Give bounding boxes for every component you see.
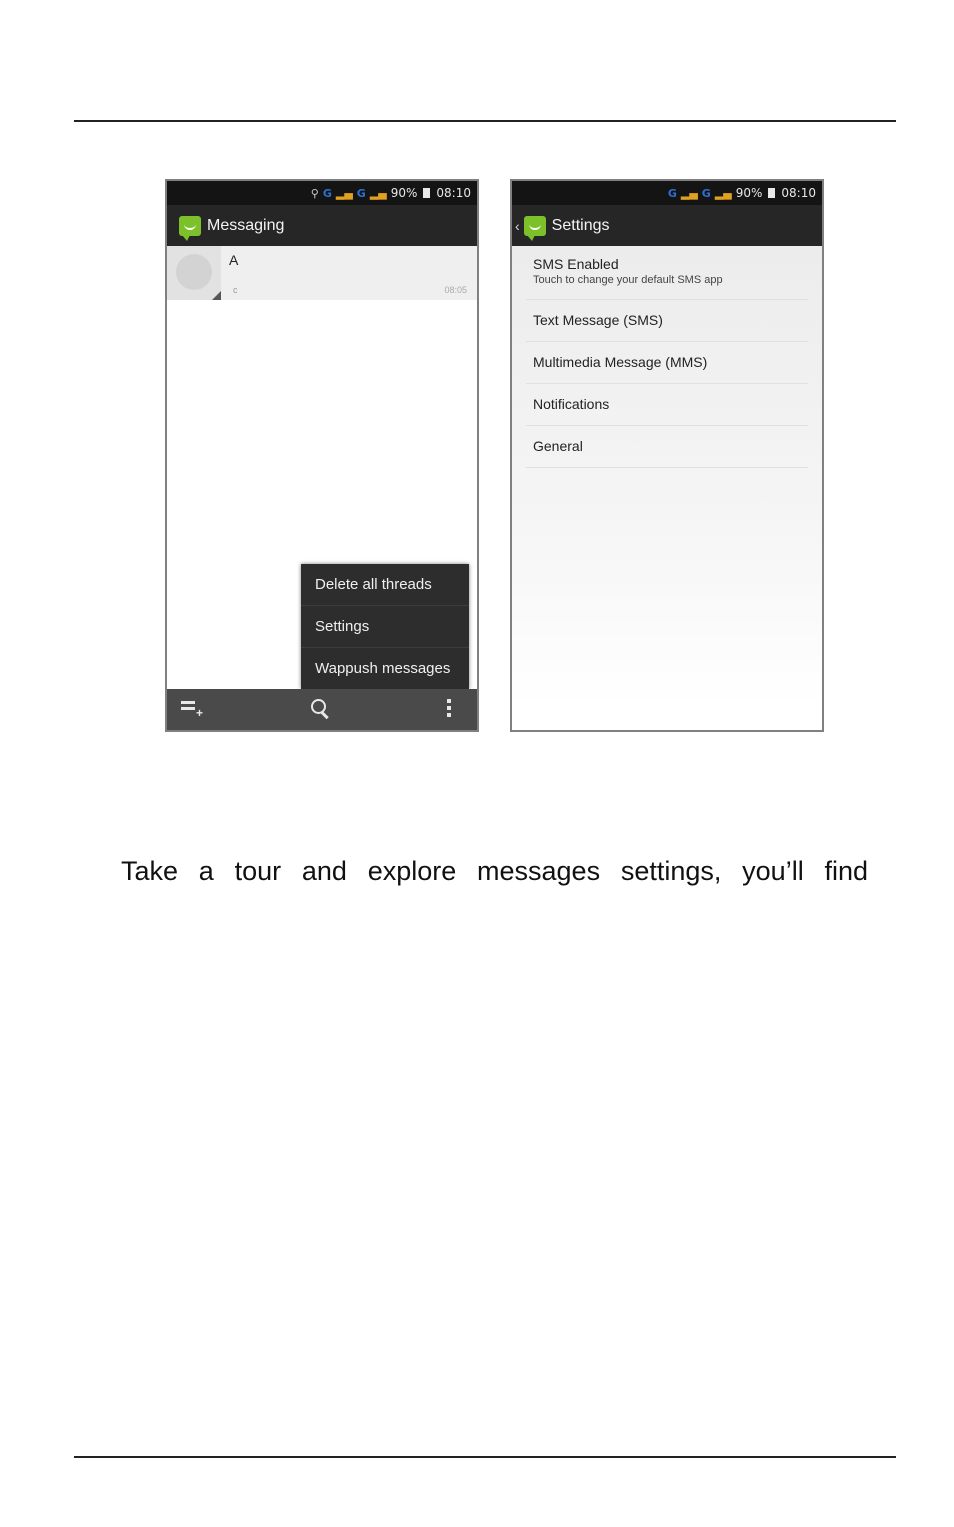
settings-item-sms-enabled[interactable]	[526, 246, 808, 300]
signal-1-label: G	[322, 186, 332, 200]
status-bar	[512, 181, 822, 205]
action-bar[interactable]	[512, 205, 822, 246]
settings-item-subtitle: Touch to change your default SMS app	[533, 274, 723, 286]
messaging-screenshot	[165, 179, 479, 732]
settings-item-multimedia-message[interactable]	[526, 342, 808, 384]
body-paragraph: Take a tour and explore messages settings, you’ll find	[121, 856, 868, 886]
settings-item-general[interactable]	[526, 426, 808, 468]
battery-icon	[423, 188, 430, 198]
signal-2-label: G	[701, 186, 711, 200]
battery-percent: 90%	[735, 186, 763, 200]
menu-item-delete-all-threads[interactable]: Delete all threads	[301, 564, 469, 606]
settings-item-title: Text Message (SMS)	[533, 312, 663, 328]
menu-item-settings[interactable]: Settings	[301, 606, 469, 648]
signal-bars-icon: ▂▄	[369, 186, 387, 200]
signal-bars-icon: ▂▄	[714, 186, 732, 200]
back-chevron-icon[interactable]: ‹	[515, 217, 520, 234]
conversation-thread[interactable]	[167, 246, 477, 300]
overflow-menu-icon[interactable]	[447, 699, 451, 719]
menu-item-wappush-messages[interactable]: Wappush messages	[315, 660, 451, 677]
settings-item-title: SMS Enabled	[533, 256, 619, 272]
settings-item-text-message[interactable]	[526, 300, 808, 342]
messaging-app-icon[interactable]	[179, 216, 201, 236]
usb-icon: ⚲	[310, 186, 319, 200]
thread-time: 08:05	[444, 285, 467, 295]
status-bar	[167, 181, 477, 205]
overflow-menu	[301, 564, 469, 689]
thread-snippet: c	[233, 285, 238, 295]
settings-item-title: Notifications	[533, 396, 610, 412]
status-time: 08:10	[781, 186, 816, 200]
search-icon[interactable]	[311, 699, 331, 719]
screen-title: Settings	[551, 216, 610, 234]
signal-bars-icon: ▂▄	[335, 186, 353, 200]
status-time: 08:10	[436, 186, 471, 200]
footer-rule	[74, 1456, 896, 1458]
signal-bars-icon: ▂▄	[680, 186, 698, 200]
app-title: Messaging	[207, 216, 285, 234]
signal-1-label: G	[667, 186, 677, 200]
settings-list	[512, 246, 822, 730]
action-bar	[167, 205, 477, 246]
signal-2-label: G	[356, 186, 366, 200]
settings-screenshot	[510, 179, 824, 732]
header-rule	[74, 120, 896, 122]
battery-icon	[768, 188, 775, 198]
messaging-app-icon[interactable]	[524, 216, 546, 236]
thread-contact-name: A	[229, 252, 239, 268]
compose-icon[interactable]: +	[181, 699, 201, 715]
bottom-action-bar	[167, 689, 477, 730]
settings-item-title: General	[533, 438, 583, 454]
battery-percent: 90%	[390, 186, 418, 200]
contact-avatar[interactable]	[167, 246, 221, 300]
settings-item-title: Multimedia Message (MMS)	[533, 354, 708, 370]
settings-item-notifications[interactable]	[526, 384, 808, 426]
